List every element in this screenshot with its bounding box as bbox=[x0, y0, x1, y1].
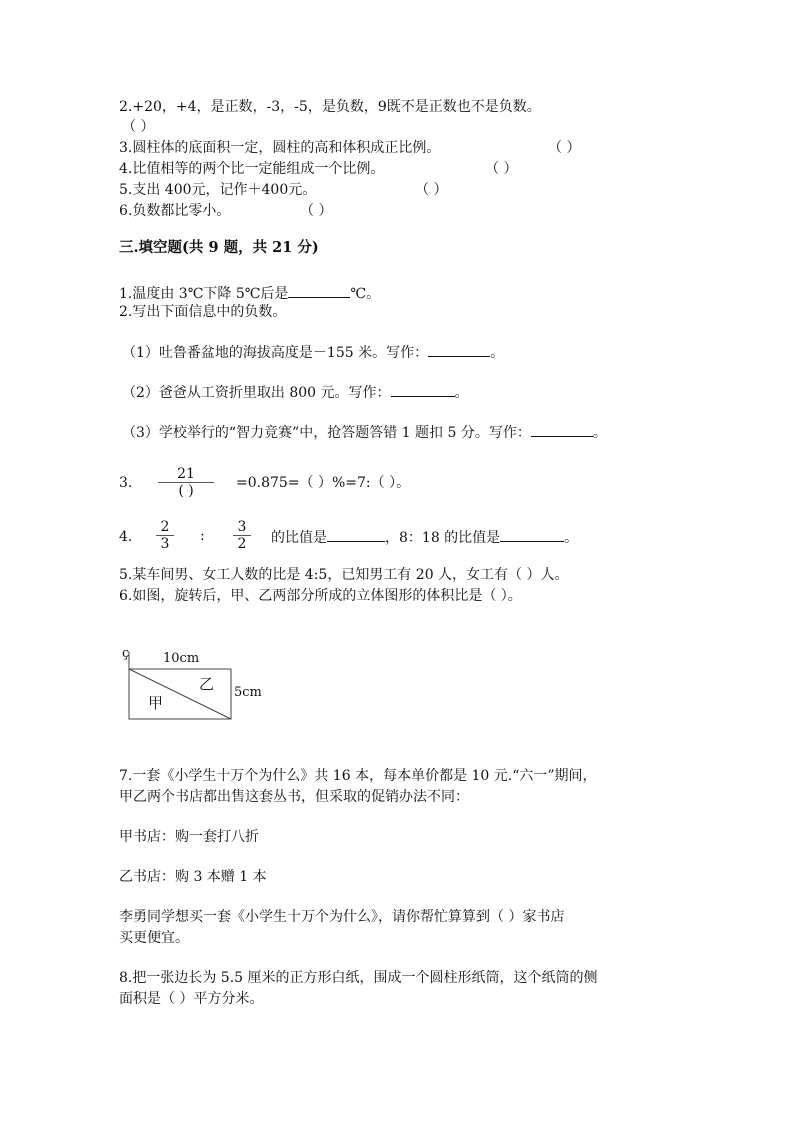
fill-q2-3-text: （3）学校举行的“智力竞赛”中，抢答题答错 1 题扣 5 分。写作： bbox=[122, 425, 531, 441]
judge-q3-paren[interactable]: （ ） bbox=[548, 140, 581, 156]
judge-q3: 3.圆柱体的底面积一定，圆柱的高和体积成正比例。 bbox=[119, 140, 441, 156]
fill-q2-2-end: 。 bbox=[454, 385, 469, 401]
fraction-numerator: 21 bbox=[177, 466, 195, 482]
figure-part-b-label: 乙 bbox=[199, 675, 215, 693]
ratio-colon: : bbox=[200, 528, 205, 544]
fill-q1-unit: ℃。 bbox=[350, 286, 381, 302]
fraction-numerator: 2 bbox=[160, 519, 170, 535]
fill-q6: 6.如图，旋转后，甲、乙两部分所成的立体图形的体积比是（ ）。 bbox=[119, 588, 522, 604]
judge-q4: 4.比值相等的两个比一定能组成一个比例。 bbox=[119, 161, 385, 177]
judge-q5-paren[interactable]: （ ） bbox=[415, 182, 448, 198]
fill-q1-text: 1.温度由 3℃下降 5℃后是 bbox=[119, 286, 289, 302]
fill-q4-mid: 的比值是 bbox=[271, 530, 327, 546]
fill-q7-line4: 买更便宜。 bbox=[119, 930, 189, 946]
fill-q4-mid2: ，8：18 的比值是 bbox=[385, 530, 501, 546]
figure-width-label: 10cm bbox=[163, 651, 200, 666]
fraction-denominator: 2 bbox=[237, 536, 247, 552]
fill-q8-line1: 8.把一张边长为 5.5 厘米的正方形白纸，围成一个圆柱形纸筒，这个纸筒的侧 bbox=[119, 970, 598, 986]
fill-q2-2-text: （2）爸爸从工资折里取出 800 元。写作： bbox=[122, 385, 391, 401]
fill-q3-number: 3. bbox=[119, 475, 133, 491]
fraction-numerator: 3 bbox=[237, 519, 247, 535]
figure-height-label: 5cm bbox=[234, 685, 262, 700]
judge-q4-paren[interactable]: （ ） bbox=[485, 161, 518, 177]
fill-q3-rest: =0.875=（ ）%=7:（ ）。 bbox=[236, 475, 411, 491]
fill-q7-line2: 甲乙两个书店都出售这套丛书，但采取的促销办法不同： bbox=[119, 789, 469, 805]
judge-q5: 5.支出 400元，记作＋400元。 bbox=[119, 182, 317, 198]
judge-q6-paren[interactable]: （ ） bbox=[300, 203, 333, 219]
fill-q2-3-end: 。 bbox=[592, 425, 607, 441]
fill-q2-1-text: （1）吐鲁番盆地的海拔高度是－155 米。写作： bbox=[122, 345, 429, 361]
fill-q4-number: 4. bbox=[119, 529, 133, 545]
figure-part-a-label: 甲 bbox=[148, 694, 164, 712]
rotation-axis-icon: ç bbox=[122, 646, 130, 661]
figure-diagonal bbox=[129, 669, 231, 719]
fill-q7-line1: 7.一套《小学生十万个为什么》共 16 本，每本单价都是 10 元.“六一”期间， bbox=[119, 768, 597, 784]
judge-q2-line1: 2.+20，+4，是正数，-3，-5，是负数，9既不是正数也不是负数。 bbox=[119, 99, 541, 115]
fraction-denominator: 3 bbox=[160, 536, 170, 552]
fraction-denominator[interactable]: ( ) bbox=[178, 483, 194, 499]
fill-q7-shop-b: 乙书店：购 3 本赠 1 本 bbox=[119, 869, 267, 885]
judge-q6: 6.负数都比零小。 bbox=[119, 203, 231, 219]
fill-q5: 5.某车间男、女工人数的比是 4:5，已知男工有 20 人，女工有（ ）人。 bbox=[119, 567, 569, 583]
judge-q2-paren[interactable]: （ ） bbox=[122, 119, 155, 135]
fill-q8-line2: 面积是（ ）平方分米。 bbox=[119, 991, 264, 1007]
section-title: 三.填空题(共 9 题，共 21 分) bbox=[119, 239, 319, 256]
fill-q7-line3: 李勇同学想买一套《小学生十万个为什么》，请你帮忙算算到（ ）家书店 bbox=[119, 909, 565, 925]
fill-q4-end: 。 bbox=[564, 530, 579, 546]
fill-q2-1-end: 。 bbox=[490, 345, 505, 361]
fill-q2: 2.写出下面信息中的负数。 bbox=[119, 304, 287, 320]
fill-q7-shop-a: 甲书店：购一套打八折 bbox=[119, 829, 259, 845]
